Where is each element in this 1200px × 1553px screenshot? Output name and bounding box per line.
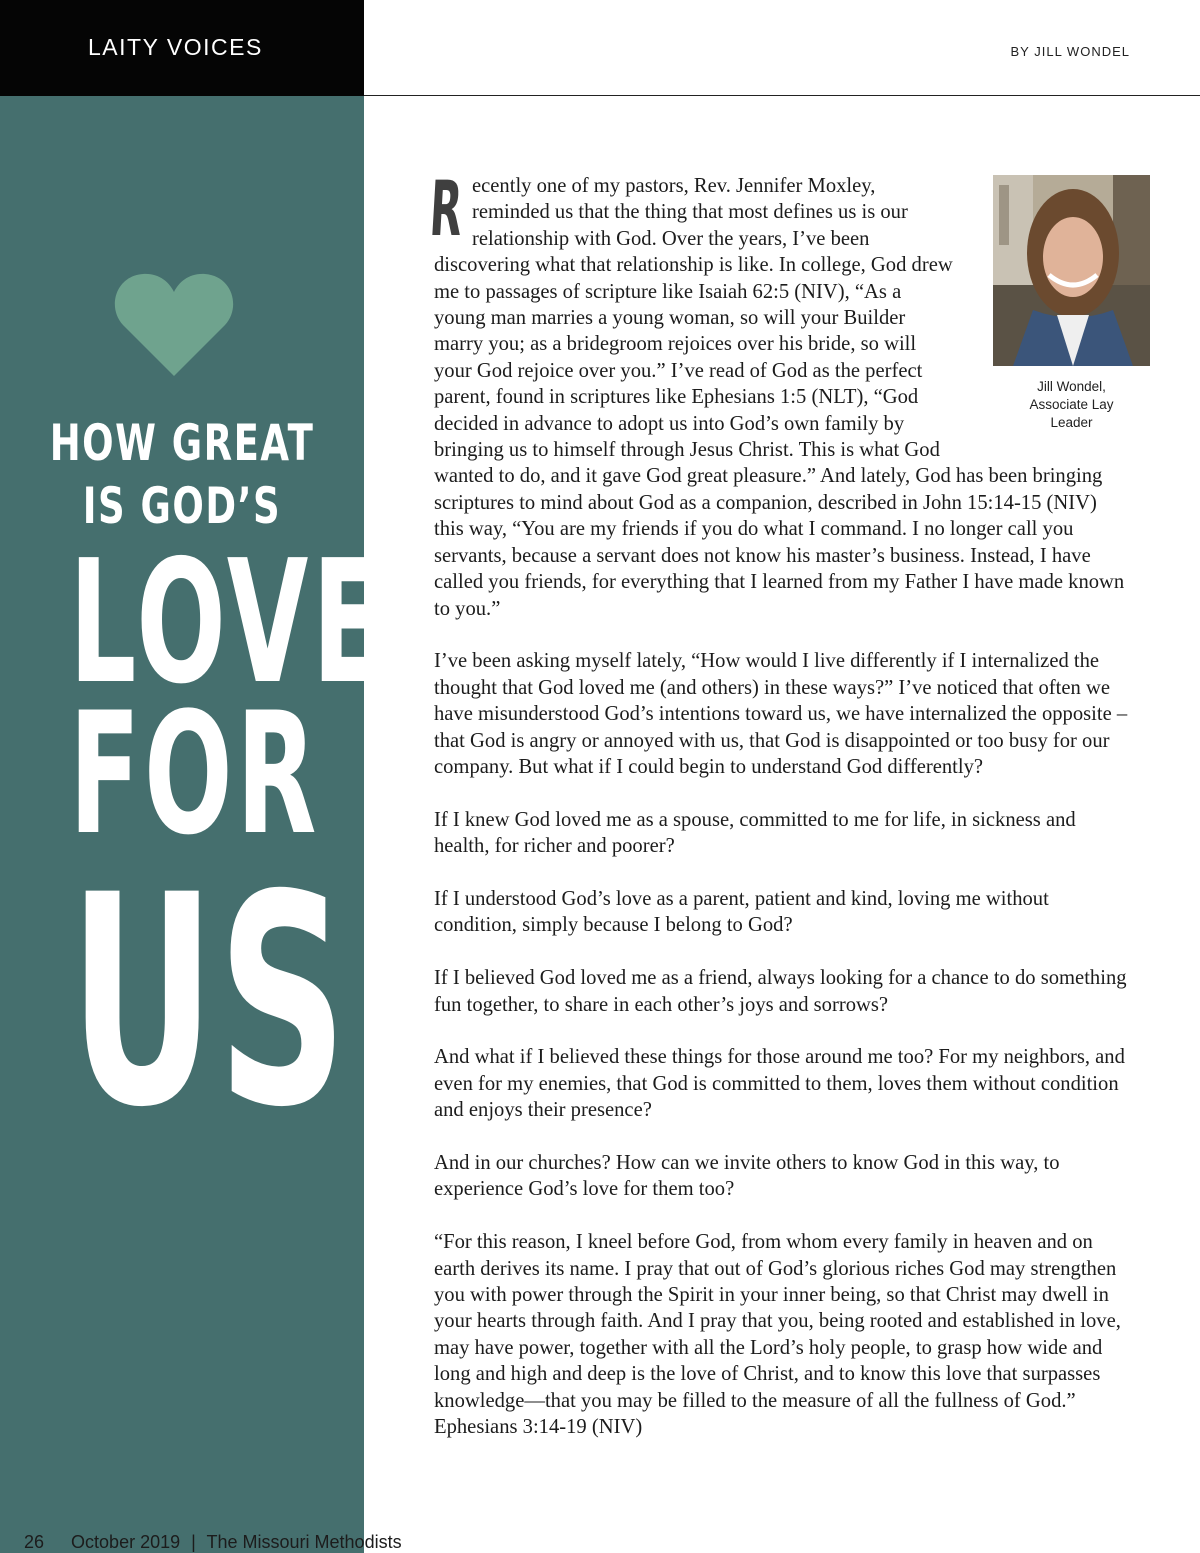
issue-date: October 2019 [71, 1532, 181, 1552]
page-number: 26 [24, 1532, 45, 1552]
publication-name: The Missouri Methodists [206, 1532, 402, 1552]
caption-name: Jill Wondel, [1037, 379, 1106, 394]
paragraph-5: If I believed God loved me as a friend, always looking for a chance to do something fun together, to share in each other’s joys and sorrows? [434, 967, 1127, 1016]
title-line-for: FOR [69, 676, 321, 872]
header-divider [364, 95, 1200, 96]
paragraph-3: If I knew God loved me as a spouse, committed to me for life, in sickness and health, for richer and poorer? [434, 808, 1076, 858]
title-line-how-great: HOW GREAT [49, 414, 315, 472]
paragraph-4: If I understood God’s love as a parent, patient and kind, loving me without condition, simply because I belong to God? [434, 887, 1049, 937]
section-label: LAITY VOICES [88, 34, 263, 60]
title-line-is-gods: IS GOD’S [82, 477, 282, 535]
paragraph-6: And what if I believed these things for those around me too? For my neighbors, and even for my enemies, that God is committed to them, loves them without condition and enjoys their presence? [434, 1046, 1125, 1122]
caption-role: Associate Lay [1029, 397, 1114, 412]
title-line-us: US [69, 834, 350, 1171]
photo-caption [993, 378, 1150, 432]
article-body [427, 164, 1130, 1467]
author-photo [993, 175, 1150, 366]
paragraph-8: “For this reason, I kneel before God, from whom every family in heaven and on earth derives its name. I pray that out of God’s glorious riches God may strengthen you with power through the Spirit in your inner being, so that Christ may dwell in your hearts through faith. And I pray that you, being rooted and established in love, may have power, together with all the Lord’s holy people, to grasp how wide and long and high and deep is the love of Christ, and to know this love that surpasses knowledge—that you may be filled to the measure of all the fullness of God.” Ephesians 3:14-19 (NIV) [434, 1231, 1121, 1438]
byline: BY JILL WONDEL [1010, 44, 1130, 59]
heart-icon [113, 272, 235, 376]
footer-separator: | [191, 1532, 196, 1552]
page-footer [24, 1532, 408, 1553]
caption-role-cont: Leader [1050, 415, 1093, 430]
paragraph-7: And in our churches? How can we invite others to know God in this way, to experience God’s love for them too? [434, 1151, 1060, 1201]
author-photo-figure [974, 175, 1152, 432]
paragraph-1-text: ecently one of my pastors, Rev. Jennifer Moxley, reminded us that the thing that most defines us is our relationship with God. Over the years, I’ve been discovering what that relationship is like. In college, God drew me to passages of scripture like Isaiah 62:5 (NIV), “As a young man marries a young woman, so will your Builder marry you; as a bridegroom rejoices over his bride, so will your God rejoice over you.” I’ve read of God as the perfect parent, found in scriptures like Ephesians 1:5 (NLT), “God decided in advance to adopt us into God’s own family by bringing us to himself through Jesus Christ. This is what God wanted to do, and it gave God great pleasure.” And lately, God has been bringing scriptures to mind about God as a companion, described in John 15:14-15 (NIV) this way, “You are my friends if you do what I command. I no longer call you servants, because a servant does not know his master’s business. Instead, I have called you friends, for everything that I learned from my Father I have made known to you.” [434, 175, 1125, 620]
drop-cap: R [427, 164, 465, 253]
section-header-bar [0, 0, 364, 96]
title-line-love: LOVE [69, 524, 388, 722]
paragraph-2: I’ve been asking myself lately, “How would I live differently if I internalized the thought that God loved me (and others) in these ways?” I’ve noticed that often we have misunderstood God’s intentions toward us, we have internalized the opposite – that God is angry or annoyed with us, that God is disappointed or too busy for our company. But what if I could begin to understand God differently? [434, 650, 1128, 778]
